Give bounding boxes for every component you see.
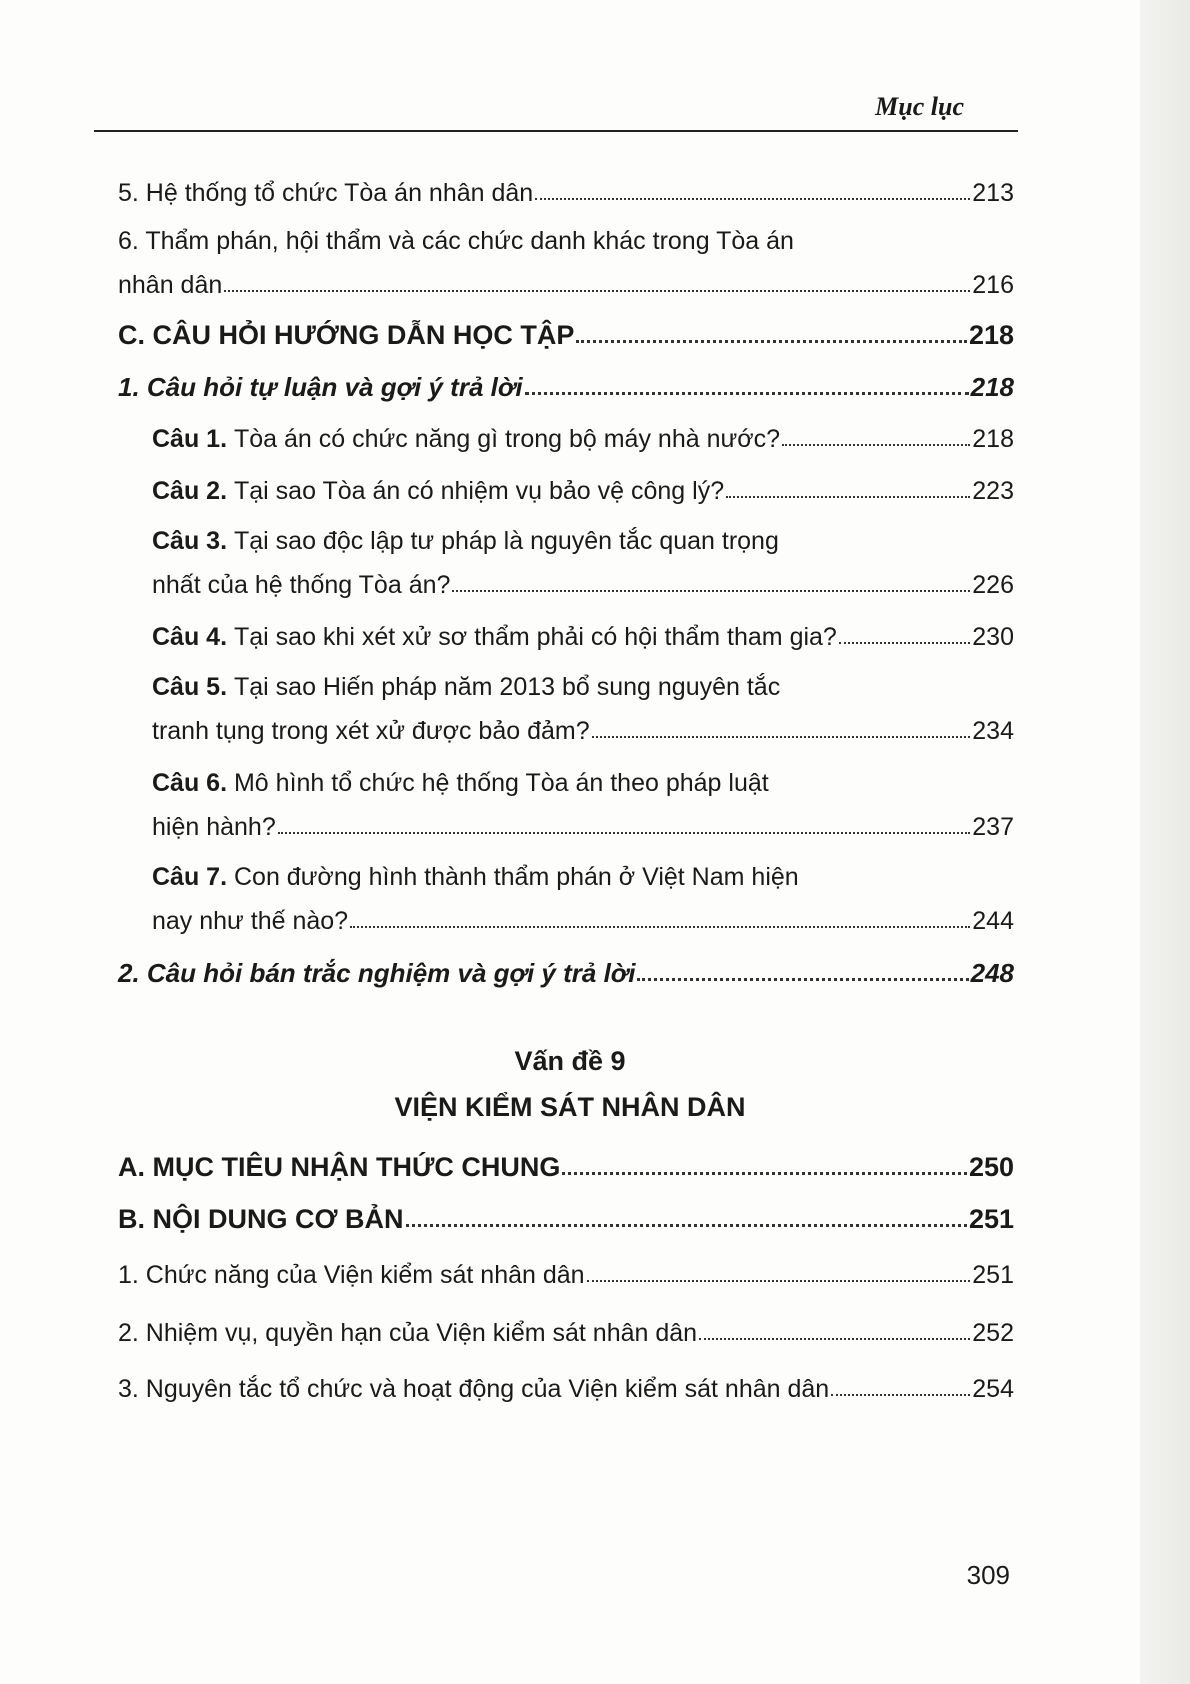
toc-entry: [118, 1318, 1014, 1348]
leader-dots: [637, 978, 968, 981]
toc-subsection-2: [118, 958, 1014, 988]
toc-entry-page: 216: [972, 271, 1014, 299]
toc-entry-text: nhân dân: [118, 271, 223, 299]
chapter-number: Vấn đề 9: [514, 1046, 626, 1076]
leader-dots: [525, 392, 969, 395]
question-text: Mô hình tổ chức hệ thống Tòa án theo pháp luật: [233, 769, 769, 797]
question-text: Tại sao độc lập tư pháp là nguyên tắc quan trọng: [233, 527, 779, 555]
toc-question: [152, 476, 1014, 506]
toc-subsection-text: 2. Câu hỏi bán trắc nghiệm và gợi ý trả lời: [118, 958, 636, 988]
chapter-title: VIỆN KIỂM SÁT NHÂN DÂN: [394, 1092, 746, 1122]
toc-subsection-page: 218: [970, 372, 1014, 402]
question-text: hiện hành?: [152, 813, 276, 841]
toc-entry: [118, 1260, 1014, 1290]
leader-dots: [726, 496, 970, 498]
question-line1: [152, 526, 779, 556]
question-line1: [152, 672, 780, 702]
toc-subsection-text: 1. Câu hỏi tự luận và gợi ý trả lời: [118, 372, 523, 402]
question-label: Câu 1.: [152, 425, 228, 453]
question-line1: [152, 768, 769, 798]
toc-entry-page: 251: [972, 1261, 1014, 1289]
question-text: Tại sao Hiến pháp năm 2013 bổ sung nguyên tắc: [233, 673, 781, 701]
question-text: Tại sao Tòa án có nhiệm vụ bảo vệ công lý?: [233, 477, 725, 505]
leader-dots: [535, 198, 970, 200]
leader-dots: [224, 290, 970, 292]
question-label: Câu 5.: [152, 673, 228, 701]
toc-section-page: 218: [968, 320, 1014, 350]
question-text: tranh tụng trong xét xử được bảo đảm?: [152, 717, 590, 745]
question-page: 218: [972, 425, 1014, 453]
leader-dots: [592, 736, 971, 738]
question-page: 226: [972, 571, 1014, 599]
leader-dots: [350, 926, 970, 928]
toc-question: [152, 570, 1014, 600]
toc-entry: [118, 1374, 1014, 1404]
leader-dots: [831, 1394, 970, 1396]
leader-dots: [699, 1338, 970, 1340]
toc-entry-page: 254: [972, 1375, 1014, 1403]
question-label: Câu 6.: [152, 769, 228, 797]
toc-question: [152, 622, 1014, 652]
page-number: 309: [966, 1560, 1010, 1590]
toc-subsection-1: [118, 372, 1014, 402]
leader-dots: [576, 340, 967, 343]
toc-section-page: 250: [968, 1152, 1014, 1182]
toc-entry-page: 213: [972, 179, 1014, 207]
question-text: Tòa án có chức năng gì trong bộ máy nhà nước?: [233, 425, 781, 453]
question-text: Con đường hình thành thẩm phán ở Việt Nam hiện: [233, 863, 799, 891]
leader-dots: [782, 444, 970, 446]
running-header: Mục lục: [875, 92, 964, 121]
toc-question: [152, 906, 1014, 936]
toc-section-a: [118, 1152, 1014, 1182]
question-page: 223: [972, 477, 1014, 505]
question-page: 230: [972, 623, 1014, 651]
toc-entry-text: 1. Chức năng của Viện kiểm sát nhân dân: [118, 1261, 585, 1289]
leader-dots: [278, 832, 971, 834]
toc-entry-text: 3. Nguyên tắc tổ chức và hoạt động của Viện kiểm sát nhân dân: [118, 1375, 830, 1403]
toc-section-b: [118, 1204, 1014, 1234]
toc-section-text: C. CÂU HỎI HƯỚNG DẪN HỌC TẬP: [118, 320, 575, 350]
question-text: nay như thế nào?: [152, 907, 349, 935]
header-rule: [94, 130, 1018, 132]
leader-dots: [839, 642, 970, 644]
question-page: 237: [972, 813, 1014, 841]
toc-entry-line1: 6. Thẩm phán, hội thẩm và các chức danh khác trong Tòa án: [118, 227, 794, 255]
toc-entry: [118, 270, 1014, 300]
toc-section-c: [118, 320, 1014, 350]
question-text: nhất của hệ thống Tòa án?: [152, 571, 451, 599]
page-edge: [1140, 0, 1190, 1684]
toc-section-page: 251: [968, 1204, 1014, 1234]
toc-subsection-page: 248: [970, 958, 1014, 988]
leader-dots: [406, 1224, 967, 1227]
question-text: Tại sao khi xét xử sơ thẩm phải có hội thẩm tham gia?: [233, 623, 837, 651]
leader-dots: [452, 590, 970, 592]
leader-dots: [587, 1280, 971, 1282]
toc-entry-text: 2. Nhiệm vụ, quyền hạn của Viện kiểm sát nhân dân: [118, 1319, 698, 1347]
toc-section-text: B. NỘI DUNG CƠ BẢN: [118, 1204, 404, 1234]
leader-dots: [562, 1172, 967, 1175]
question-page: 234: [972, 717, 1014, 745]
question-page: 244: [972, 907, 1014, 935]
toc-section-text: A. MỤC TIÊU NHẬN THỨC CHUNG: [118, 1152, 561, 1182]
question-label: Câu 7.: [152, 863, 228, 891]
toc-entry-page: 252: [972, 1319, 1014, 1347]
question-label: Câu 3.: [152, 527, 228, 555]
toc-question: [152, 812, 1014, 842]
toc-entry: [118, 178, 1014, 208]
question-label: Câu 2.: [152, 477, 228, 505]
toc-question: [152, 716, 1014, 746]
toc-question: [152, 424, 1014, 454]
question-label: Câu 4.: [152, 623, 228, 651]
toc-entry-text: 5. Hệ thống tổ chức Tòa án nhân dân: [118, 179, 534, 207]
question-line1: [152, 862, 799, 892]
